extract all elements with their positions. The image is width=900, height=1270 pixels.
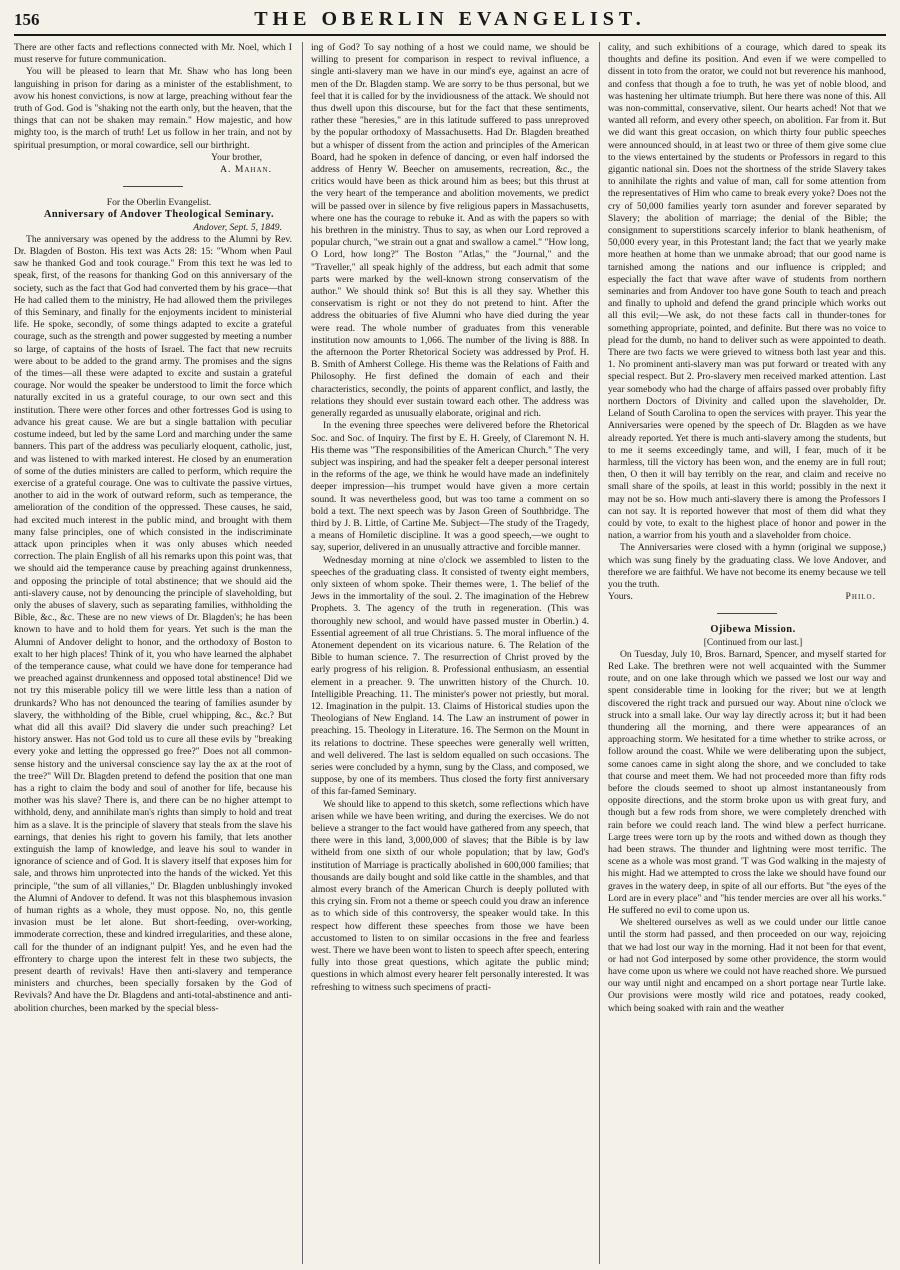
letter-signature: A. Mahan. bbox=[220, 164, 272, 176]
column-3 bbox=[599, 42, 886, 1264]
article-paragraph: cality, and such exhibitions of a courage, which dared to speak its thoughts and define its position. And even if we were compelled to dissent in toto from the orator, we could not but reverence his manhood, and confess that though a foe to truth, he was yet of noble blood, and was hastening her ultimate triumph. But here there was none of this. All was non-committal, conservative, silent. Our hearts ached! Not that we wanted all reform, and every other speech, on abolition. Far from it. But we did want this great occasion, on which thirty four public speeches were announced should, in at least two or three of them give some clue to the views entertained by the students or Professors in regard to this gigantic national sin. Does not the shortness of the stride Slavery takes to annihilate the rights and value of man, call for some attention from the representatives of Him who came to break every yoke? Does not the cry of 50,000 families yearly torn asunder and forever separated by Slavery; the abolition of marriage; the denial of the Bible; the consignment to superstitions scarcely inferior to blank heathenism, of 50,000 every year, in this Protestant land; the fact that we yearly make more heathen at home than we unmake abroad; that our good name is tarnished among the nations and our influence is crippled; and especially the fact that wave after wave of students from northern seminaries and from Andover too have gone South to teach and preach and finally to uphold and defend the grand principle which works out all this evil;—We ask, do not these facts call in thunder-tones for something appropriate, pointed, and definite. But there was no voice to plead for the dumb, no hand to deliver such as were appointed to death. There are two facts we were grieved to witness both last year and this. 1. No prominent anti-slavery man was put forward or treated with any special respect. But 2. Pro-slavery men received marked attention. Last year somebody who had the charge of affairs passed over probably fifty northern Doctors of Divinity and called upon the slaveholder, Dr. Leland of South Carolina to open the services with prayer. This year the Anniversaries were opened by the speech of Dr. Blagden as we have already reported. Yet there is much anti-slavery among the students, but to me it seems exceedingly tame, and will, I fear, much of it be harmless, till the victory has been won, and the enemy are in full rout; then, O then it will bay terribly on the rear, and claim and receive no small share of the spoils, at least in this world; possibly in the next it may not be so. How much anti-slavery there is among the Professors I can not say. It is reported however that most of them did what they could by vote, to exalt to the highest place of honor and power in the nation, a warrior from his youth and a slaveholder from choice. bbox=[608, 42, 886, 542]
article-paragraph: We should like to append to this sketch, some reflections which have arisen while we have been writing, and during the exercises. We do not believe a stranger to the fact would have gathered from any speech, that there were in this land, 3,000,000 of slaves; that the Bible is by law witheld from one sixth of our whole population; that by law, God's institution of Marriage is practically abolished in 600,000 families; that thousands are daily bought and sold like cattle in the shambles, and that almost every branch of the American Church is deeply polluted with this crying sin. From not a theme or speech could you draw an inference as to which side of this controversy, the speaker would take. In this respect how different these speeches from those we have been accustomed to listen to on similar occasions in the free and fearless west. There we have been wont to listen to speech after speech, entering fully into those great questions, which agitate the public mind; questions in which almost every hearer felt personally interested. It was refreshing to witness such specimens of practi- bbox=[311, 798, 589, 993]
article-paragraph: The Anniversaries were closed with a hymn (original we suppose,) which was sung finely by the graduating class. We love Andover, and therefore we are faithful. We have not become its enemy because we tell you the truth. bbox=[608, 542, 886, 590]
article-paragraph: Wednesday morning at nine o'clock we assembled to listen to the speeches of the graduating class. It consisted of twenty eight members, only sixteen of whom spoke. Their themes were, 1. The belief of the Jews in the immortality of the soul. 2. The imagination of the Hebrew Prophets. 3. The agency of the truth in regeneration. (This was thoroughly new school, and would have passed muster in Oberlin.) 4. Essential agreement of all true Christians. 5. The moral influence of the Atonement dependent on its vicarious nature. 6. The Relation of the Bible to human science. 7. The resurrection of Christ proved by the early progress of his religion. 8. Professional enthusiasm, an essential element in a preacher. 9. The unwritten history of the Church. 10. Intelligible Preaching. 11. The minister's power not priestly, but moral. 12. Imagination in the pulpit. 13. Claims of Historical studies upon the Theologians of New England. 14. The Law an instrument of power in preaching. 15. Theology in Literature. 16. The Sermon on the Mount in its relations to doctrine. These speeches were generally well written, and well delivered. The last is seldom equalled on such occasions. The series were concluded by a hymn, sung by the Class, and composed, we suppose, by one of its members. Thus closed the forty first anniversary of this far-famed Seminary. bbox=[311, 554, 589, 798]
divider bbox=[123, 186, 183, 187]
article-headline: Ojibewa Mission. bbox=[710, 624, 796, 636]
letter-paragraph: You will be pleased to learn that Mr. Shaw who has long been languishing in prison for daring as a minister of the establishment, to avow his honest convictions, is now at large, preaching without fear the truth of God. God is "shaking not the earth only, but the heaven, that the things that can not be shaken may remain." How majestic, and how mighty too, is the march of truth! Let us follow in her train, and not by spiritual presumption, or moral cowardice, sell our birthright. bbox=[14, 66, 292, 151]
article-paragraph: We sheltered ourselves as well as we could under our little canoe until the storm had passed, and then proceeded on our way, rejoicing that we had lost our way in the morning. Had it not been for that event, or had not God interposed by some other providence, the storm would have come upon us where we could not have reached shore. We pursued our way until night and encamped on a short portage near Turtle lake. Our provisions were mostly wild rice and potatoes, ready cooked, which being soaked with rain and the weather bbox=[608, 917, 886, 1014]
page-number: 156 bbox=[14, 10, 40, 29]
signoff-yours: Yours. bbox=[608, 591, 633, 603]
signoff-signature: Philo. bbox=[845, 591, 876, 603]
columns bbox=[14, 42, 886, 1264]
newspaper-title: THE OBERLIN EVANGELIST. bbox=[254, 8, 646, 30]
article-note: [Continued from our last.] bbox=[703, 637, 803, 648]
article-kicker: For the Oberlin Evangelist. bbox=[106, 197, 212, 209]
letter-paragraph: There are other facts and reflections connected with Mr. Noel, which I must reserve for future communication. bbox=[14, 42, 292, 66]
column-2 bbox=[302, 42, 589, 1264]
article-paragraph: On Tuesday, July 10, Bros. Barnard, Spencer, and myself started for Red Lake. The brethren were not well acquainted with the Summer route, and on one lake through which we passed we lost our way and spent considerable time in looking for the river; but we at length discovered the right track and pursued our way. About nine o'clock we struck into a small lake. Our way lay directly across it; but it had been thundering all the morning, and there were appearances of an approaching storm. We hesitated for a time whether to strike across, or follow around the coast. While we were deliberating upon the subject, some canoes came in sight along the shore, and we concluded to take that course and meet them. We had not proceeded more than fifty rods before the clouds seemed to shoot up almost instantaneously from opposite directions, and the storm broke upon us with great fury, and though but a few rods from shore, we were completely drenched with rain before we could reach land. The wind blew a perfect hurricane. Large trees were torn up by the roots and withed down as though they had been straws. The thunder and lightning were most terrific. The scene as a whole was most grand. 'T was God walking in the majesty of his might. Had we attempted to cross the lake we should have found our graves in the watery deep, in spite of all our efforts. But "the eyes of the Lord are in every place" and "his tender mercies are over all his works." He suffered no evil to come upon us. bbox=[608, 648, 886, 917]
article-paragraph: In the evening three speeches were delivered before the Rhetorical Soc. and Soc. of Inquiry. The first by E. H. Greely, of Claremont N. H. His theme was "The responsibilities of the American Church." The very subject was inspiring, and had the speaker felt a deeper personal interest in the reforms of the age, we think he would have made an indefinitely deeper impression—his trumpet would have given a more certain sound. It was nevertheless good, but was too tame a comment on so bold a text. The next speech was by Jason Green of Southbridge. The third by J. B. Little, of Cartine Me. Subject—The study of the Tragedy, a means of Homiletic discipline. It was a good speech,—we ought to say, superior, delivered in an unusually attractive and forcible manner. bbox=[311, 420, 589, 554]
column-1 bbox=[14, 42, 292, 1264]
article-dateline: Andover, Sept. 5, 1849. bbox=[193, 221, 282, 233]
masthead bbox=[14, 6, 886, 36]
letter-closing: Your brother, bbox=[211, 151, 262, 163]
divider bbox=[717, 613, 777, 614]
article-signoff bbox=[608, 591, 886, 603]
article-paragraph: The anniversary was opened by the address to the Alumni by Rev. Dr. Blagden of Boston. His text was Acts 28: 15: "Whom when Paul saw he thanked God and took courage." From this text he was led to speak, first, of the reasons for thanking God on this anniversary of the society, such as the fact that God had converted them by his grace—that He had called them to the ministry, He had allowed them the privileges of this Seminary, and finally for the enjoyments incident to ministerial life. He spoke, secondly, of some things adapted to excite a grateful courage, such as the strength and power suggested by meeting a number so large, of captains of the hosts of Israel. The fact that new recruits were about to be added to the grand army. The promises and the signs of the times—all these were adapted to excite and sustain a grateful courage. Nor would the speaker be understood to limit the force which naturally excited in us a grateful courage, to our own sect and this institution. There were other forces and other fortresses God is using to advance his great cause. We are but a single battalion with peculiar costume indeed, but led by the same Lord and marching under the same banners. This part of the address was peculiarly eloquent, catholic, just, and was listened to with marked interest. He closed by an enumeration of some of the duties ministers are called to perform, which require the exercise of a grateful courage. One was to cultivate the passive virtues, another to aid in the work of outward reform, such as temperance, the amelioration of the condition of the oppressed. These causes, he said, had excited much interest in the public mind, and brought with them many false principles, one of which consisted in the indiscriminate attack upon principles when it was only abuses which needed correction. The plain English of all his remarks upon this point was, that we should aid the temperance cause by preaching against drunkenness, and opposing the principle of total abstinence; that we should aid the anti-slavery cause, not by denouncing the principle of slaveholding, but only the abuses of slavery, such as separating families, withholding the Bible, &c., &c. These are no new views of Dr. Blagden's; he has been known to have and to hold them for years. Yet such is the man the Alumni of Andover delight to honor, and the orthodoxy of Boston to exalt to her high places! Think of it, you who have learned the alphabet of the temperance cause, what could we have done for temperance had we preached against drunkenness and opposed total abstinence! Did we not try this miserable policy till we were little less than a nation of drunkards? Who has not denounced the tearing of families asunder by slavery, the withholding of the Bible, cruel whipping, &c., &c.? But what did all this avail? Did slavery die under such preaching? Let history answer. Has not God told us to cure all these evils by "breaking every yoke and letting the oppressed go free?" Does not all common-sense history and the universal conscience say lay the ax at the root of the tree?" Will Dr. Blagden pretend to defend the position that one man has a right to claim the body and soul of another for life, because his mother was his slave? There is, and there can be no higher attempt to withhold, deny, and annihilate man's rights than simply to hold and treat him as a slave. It is the principle of slavery that steals from the slave his earnings, that denies his right to govern his family, that lets another extinguish the lamp of knowledge, and leave his soul to wander in ignorance of science and of God. It is slavery itself that exposes him for sale, and throws him unprotected into the hands of the wicked. Yet this principle, "the sum of all villanies," Dr. Blagden unblushingly invoked the Alumni of Andover to defend. It was not this blasphemous invasion of human rights as a whole, they must oppose. No, no, this gentle invasion must be let alone. But short-feeding, over-working, immoderate correction, these and kindred irregularities, and these alone, call for the thunder of an indignant pulpit! Yes, and he even had the effrontery to charge upon the interest felt in these two subjects, the present dearth of revivals! Have then anti-slavery and temperance ministers and churches, been specially forsaken by the God of Revivals? And have the Dr. Blagdens and anti-total-abstinence and anti-abolition churches, been marked by the special bless- bbox=[14, 233, 292, 1014]
article-paragraph: ing of God? To say nothing of a host we could name, we should be willing to present for comparison in respect to revival influence, a single anti-slavery man we have in our mind's eye, against an acre of men of the Dr. Blagden stamp. We are sorry to be thus personal, but we feel that it is called for by the invidiousness of the attack. We should not thus dwell upon this discourse, but for the fact that these sentiments, rather these "heresies," are in this latitude suffered to pass unreproved by the popular orthodoxy of Massachusetts. Had Dr. Blagden breathed but a whisper of dissent from the action and principles of the American Board, had he spoken in defence of dancing, or even half indorsed the address of Henry W. Beecher on amusements, recreation, &c., the critics would have been as thick around him as bees; but this thrust at the very heart of the temperance and abolition movements, we predict will be passed over in silence by five religious papers in Massachusetts, where one has the courage to rebuke it. And as with the papers so with his brethren in the ministry. Thus to say, as when our Lord reproved a popular church, "we strain out a gnat and swallow a camel." "How long, O Lord, how long?" The Boston "Atlas," the "Journal," and the "Traveller," all speak highly of the address, but each admit that some parts were marked by the well-known strong conservatism of the author." We should think so! But this is all they say. Whether this conservatism is right or not they do not pretend to hint. After the address the obituaries of five Alumni who have died during the year were read. The whole number of graduates from this venerable institution now amounts to 1,066. The number of the living is 888. In the afternoon the Porter Rhetorical Society was addressed by Prof. H. B. Smith of Amherst College. His theme was the Relations of Faith and Philosophy. He first defined the domain of each and their characteristics, secondly, the points of apparent conflict, and lastly, the relations they should ever sustain toward each other. The address was generally regarded as unusually elaborate, original and rich. bbox=[311, 42, 589, 420]
article-headline: Anniversary of Andover Theological Seminary. bbox=[43, 209, 275, 221]
